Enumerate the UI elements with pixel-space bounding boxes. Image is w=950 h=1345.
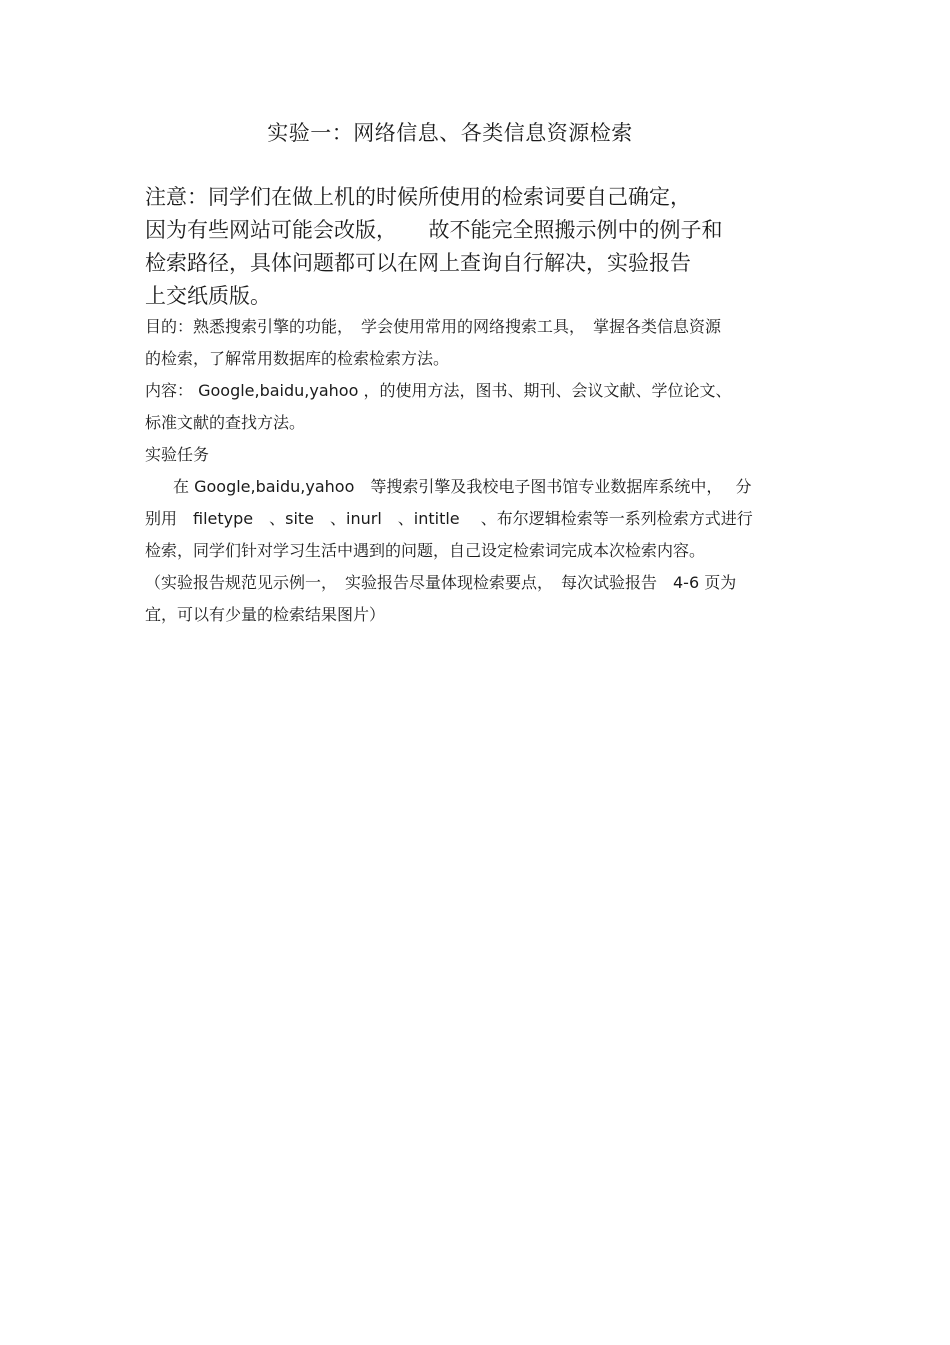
task-heading-text: 实验任务 (145, 445, 210, 464)
content-line: 标准文献的查找方法。 (145, 413, 306, 432)
task-line: （实验报告规范见示例一， 实验报告尽量体现检索要点， 每次试验报告 4-6 页为 (145, 573, 737, 592)
notice-paragraph (145, 181, 825, 313)
content-paragraph (145, 375, 815, 439)
document-title: 实验一：网络信息、各类信息资源检索 (267, 121, 633, 145)
task-paragraph (145, 471, 815, 631)
purpose-paragraph (145, 311, 815, 375)
notice-line: 注意：同学们在做上机的时候所使用的检索词要自己确定， (145, 185, 691, 209)
task-line: 检索，同学们针对学习生活中遇到的问题，自己设定检索词完成本次检索内容。 (145, 541, 706, 560)
task-line: 在 Google,baidu,yahoo 等搜索引擎及我校电子图书馆专业数据库系统中， 分 (173, 477, 752, 496)
purpose-line: 的检索，了解常用数据库的检索检索方法。 (145, 349, 450, 368)
notice-line: 上交纸质版。 (145, 284, 271, 308)
task-heading (145, 439, 815, 471)
task-line: 宜，可以有少量的检索结果图片） (145, 605, 386, 624)
purpose-line: 目的：熟悉搜索引擎的功能， 学会使用常用的网络搜索工具， 掌握各类信息资源 (145, 317, 722, 336)
notice-line: 检索路径，具体问题都可以在网上查询自行解决，实验报告 (145, 251, 691, 275)
content-line: 内容： Google,baidu,yahoo ，的使用方法，图书、期刊、会议文献、学位论文、 (145, 381, 732, 400)
notice-line: 因为有些网站可能会改版， 故不能完全照搬示例中的例子和 (145, 218, 723, 242)
task-line: 别用 filetype 、site 、inurl 、intitle 、布尔逻辑检索等一系列检索方式进行 (145, 509, 753, 528)
